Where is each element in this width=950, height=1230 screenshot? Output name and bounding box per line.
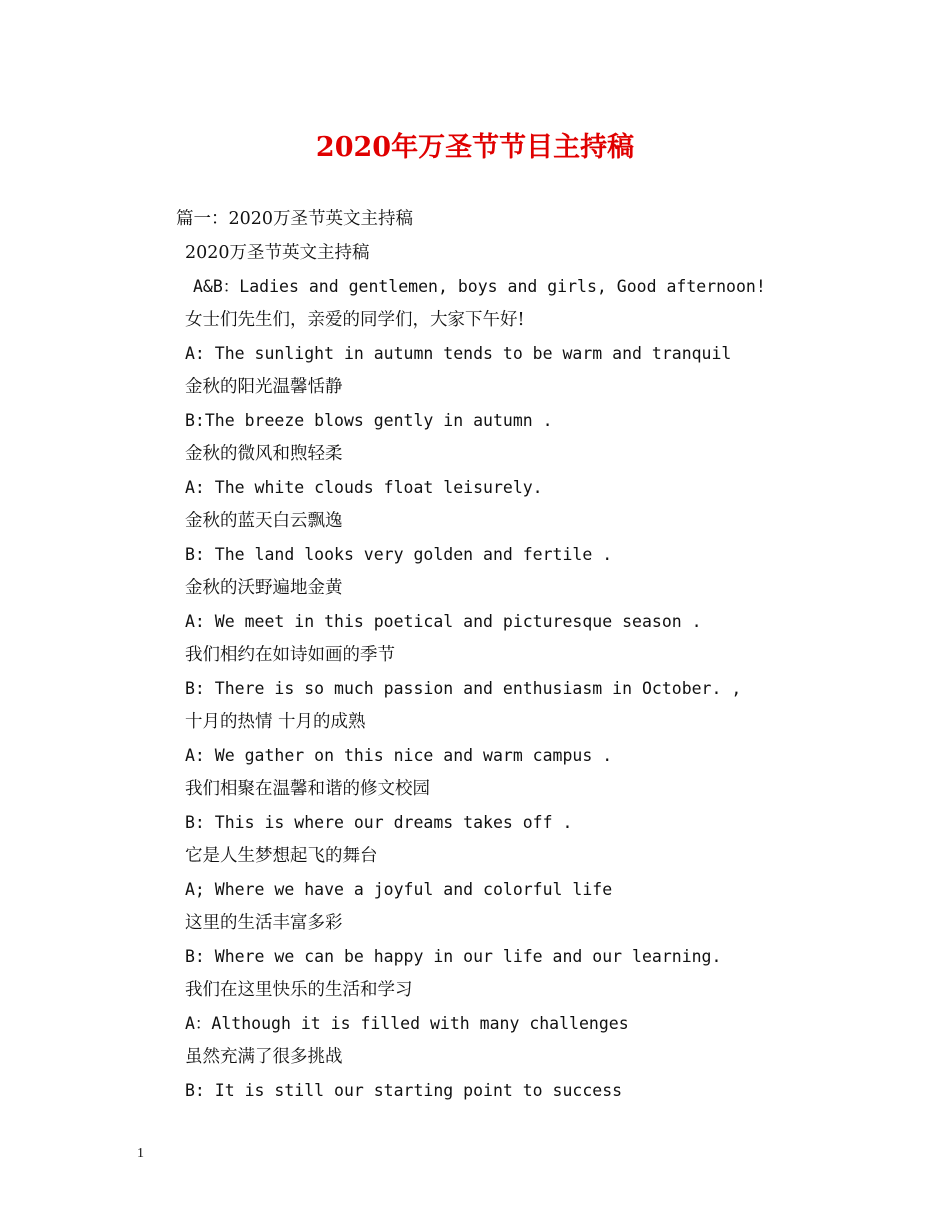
script-line: B:The breeze blows gently in autumn . [185, 411, 553, 430]
script-line: 我们相约在如诗如画的季节 [185, 644, 395, 665]
script-line: 它是人生梦想起飞的舞台 [185, 845, 378, 866]
script-line: A: The white clouds float leisurely. [185, 478, 543, 497]
script-line: A: The sunlight in autumn tends to be warm and tranquil [185, 344, 732, 363]
section-heading: 篇一：2020万圣节英文主持稿 [176, 209, 414, 229]
script-line: A; Where we have a joyful and colorful life [185, 880, 613, 899]
script-line: 这里的生活丰富多彩 [185, 912, 343, 933]
script-line: 我们相聚在温馨和谐的修文校园 [185, 778, 430, 799]
script-line: B: It is still our starting point to success [185, 1081, 623, 1100]
script-line: 女士们先生们，亲爱的同学们，大家下午好! [185, 309, 525, 330]
script-line: 我们在这里快乐的生活和学习 [185, 979, 413, 1000]
page-number: 1 [137, 1146, 144, 1161]
document-title: 2020年万圣节节目主持稿 [315, 132, 635, 163]
script-line: B: Where we can be happy in our life and our learning. [185, 947, 722, 966]
script-line: B: This is where our dreams takes off . [185, 813, 573, 832]
script-line: A: We gather on this nice and warm campus . [185, 746, 613, 765]
script-line: 金秋的沃野遍地金黄 [185, 577, 343, 598]
script-line: A&B：Ladies and gentlemen, boys and girls, Good afternoon! [193, 277, 766, 296]
script-line: 金秋的微风和煦轻柔 [185, 443, 343, 464]
script-line: 十月的热情 十月的成熟 [185, 711, 366, 732]
script-line: 2020万圣节英文主持稿 [185, 242, 370, 263]
script-line: B: There is so much passion and enthusiasm in October. , [185, 679, 742, 698]
script-line: 虽然充满了很多挑战 [185, 1046, 343, 1067]
script-line: 金秋的蓝天白云飘逸 [185, 510, 343, 531]
script-line: B: The land looks very golden and fertile . [185, 545, 613, 564]
script-line: A: We meet in this poetical and picturesque season . [185, 612, 702, 631]
script-line: A：Although it is filled with many challenges [185, 1014, 629, 1033]
script-line: 金秋的阳光温馨恬静 [185, 376, 343, 397]
